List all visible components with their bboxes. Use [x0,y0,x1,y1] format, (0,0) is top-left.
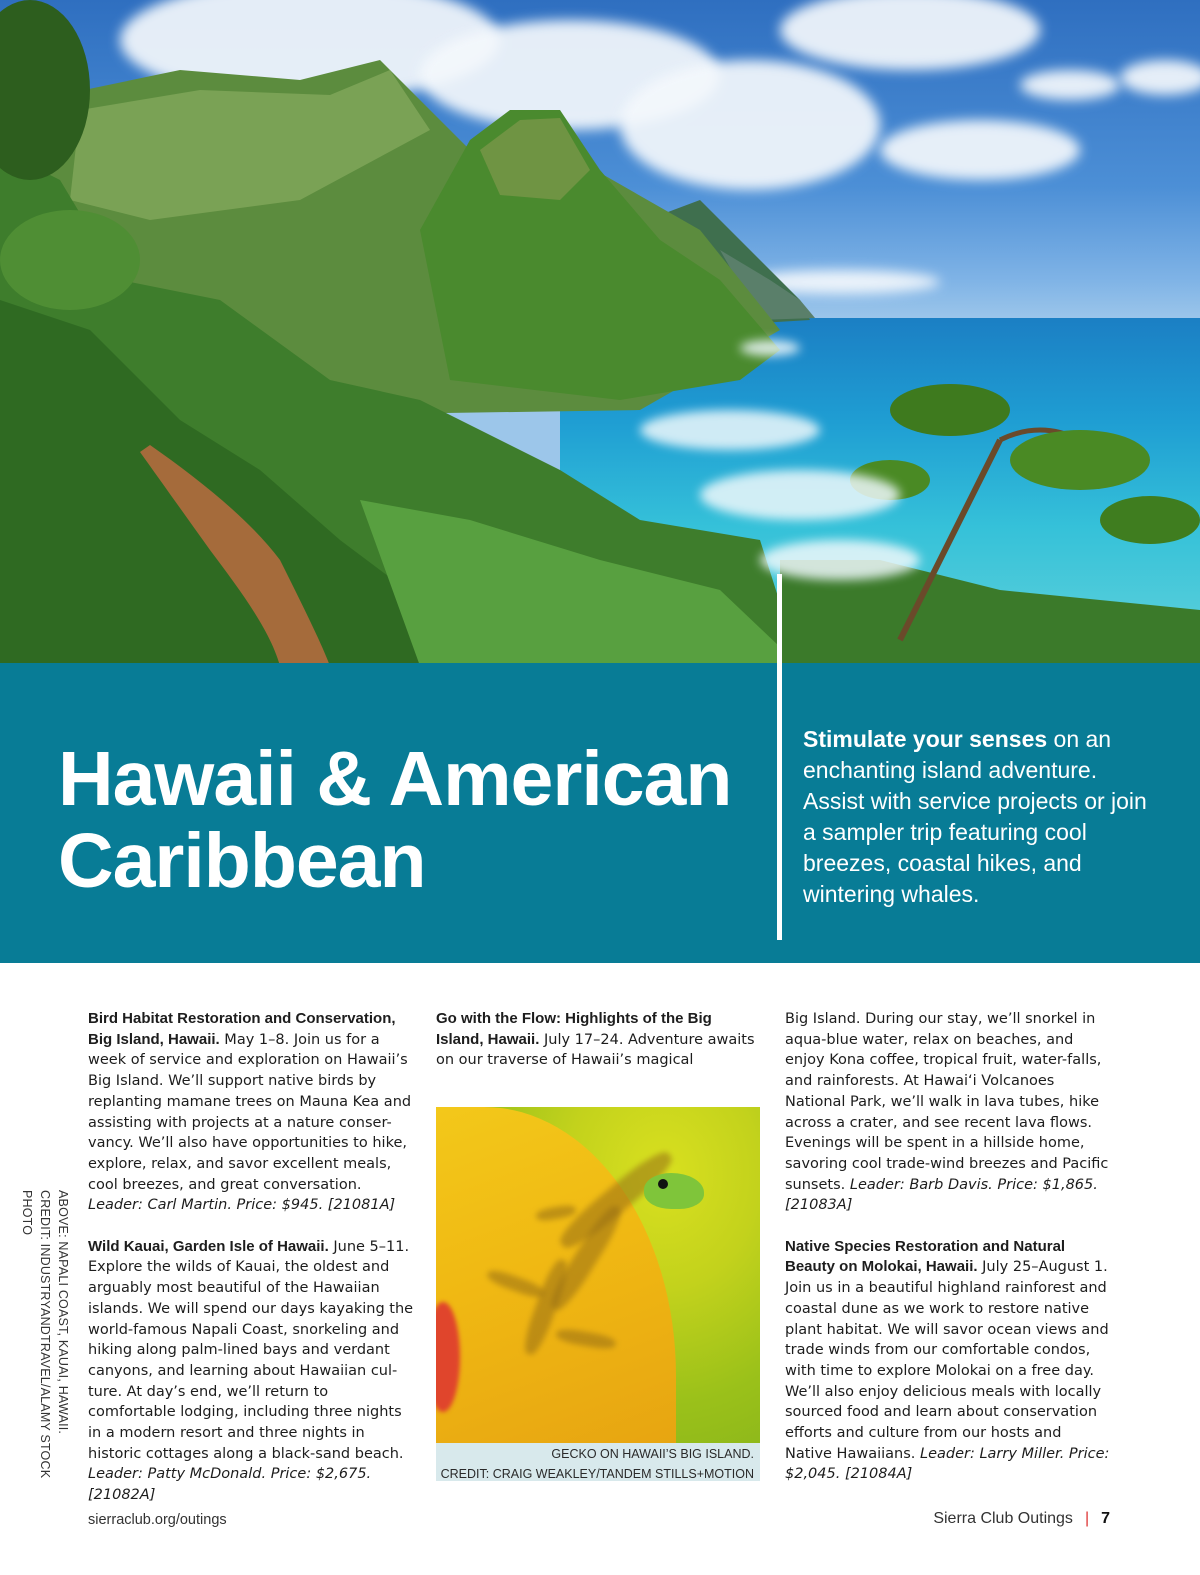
intro-text [803,724,1163,910]
publication-name: Sierra Club Outings [933,1510,1073,1527]
trip-body: May 1–8. Join us for a week of service and exploration on Hawaii’s Big Island. We’ll support native birds by replanting mamane trees on Mauna Kea and assisting with projects at a nature conser-vancy. We’ll also have opportunities to hike, explore, relax, and savor excellent meals, cool breezes, and great conversation. [88,1031,412,1193]
footer-publication [933,1510,1110,1528]
credit-line-1: ABOVE: NAPALI COAST, KAUAI, HAWAII. [56,1190,70,1435]
column-3 [785,1009,1111,1506]
credit-line-2: CREDIT: INDUSTRYANDTRAVEL/ALAMY STOCK PHOTO [20,1190,52,1479]
trip-leader-price: Leader: Barb Davis. Price: $1,865. [21083A] [785,1176,1098,1214]
trip-heading: Native Species Restoration and Natural Beauty on Molokai, Hawaii. [785,1237,1066,1276]
caption-line-2: CREDIT: CRAIG WEAKLEY/TANDEM STILLS+MOTION [440,1467,754,1481]
trip-leader-price: Leader: Larry Miller. Price: $2,045. [21084A] [785,1445,1110,1483]
trip-entry [436,1009,762,1071]
gecko-caption [436,1443,760,1481]
intro-bold: Stimulate your senses [803,726,1048,752]
trip-entry [88,1009,414,1216]
trip-body: July 25–August 1. Join us in a beautiful highland rainforest and coastal dune as we work to restore native plant habitat. We will savor ocean views and trade winds from our comfortable condos, with time to explore Molokai on a free day. We’ll also enjoy delicious meals with locally sourced food and learn about conservation efforts and culture from our hosts and Native Hawaiians. [785,1259,1109,1462]
trip-leader-price: Leader: Patty McDonald. Price: $2,675. [21082A] [88,1466,372,1504]
trip-entry-continued [785,1009,1111,1216]
trip-entry [88,1237,414,1506]
vertical-divider [777,574,782,940]
page-title: Hawaii & American Caribbean [58,736,732,904]
trip-body: July 17–24. Adventure awaits on our traverse of Hawaii’s magical [436,1031,755,1069]
trip-heading: Wild Kauai, Garden Isle of Hawaii. [88,1237,329,1255]
column-2 [436,1009,762,1092]
footer-separator: | [1084,1510,1090,1527]
column-1 [88,1009,414,1527]
trip-entry [785,1237,1111,1485]
intro-rest: on an enchanting island adventure. Assist with service projects or join a sampler trip featuring cool breezes, coastal hikes, and wintering whales. [803,726,1147,907]
caption-line-1: GECKO ON HAWAII’S BIG ISLAND. [551,1447,754,1461]
photo-credit-vertical [20,1190,112,1490]
footer-url-link[interactable]: sierraclub.org/outings [88,1512,227,1528]
hero-photo-napali-coast [0,0,1200,666]
trip-body: June 5–11. Explore the wilds of Kauai, the oldest and arguably most beautiful of the Hawaiian islands. We will spend our days kayaking the world-famous Napali Coast, snorkeling and hiking along palm-lined bays and verdant canyons, and learning about Hawaiian cul-ture. At day’s end, we’ll return to comfortable lodging, including three nights in a modern resort and three nights in historic cottages along a black-sand beach. [88,1238,414,1462]
page-number: 7 [1101,1510,1110,1527]
trip-heading: Go with the Flow: Highlights of the Big Island, Hawaii. [436,1010,712,1048]
trip-heading: Bird Habitat Restoration and Conservation, Big Island, Hawaii. [88,1010,396,1048]
gecko-photo [436,1107,760,1443]
gecko-head [644,1173,704,1209]
trip-leader-price: Leader: Carl Martin. Price: $945. [21081A] [88,1197,396,1214]
trip-body-continued: Big Island. During our stay, we’ll snorkel in aqua-blue water, relax on beaches, and enjoy Kona coffee, tropical fruit, water-falls, and rainforests. At Hawai‘i Volcanoes National Park, we’ll walk in lava tubes, hike across a crater, and see recent lava flows. Evenings will be spent in a hillside home, savoring cool trade-wind breezes and Pacific sunsets. [785,1011,1109,1193]
